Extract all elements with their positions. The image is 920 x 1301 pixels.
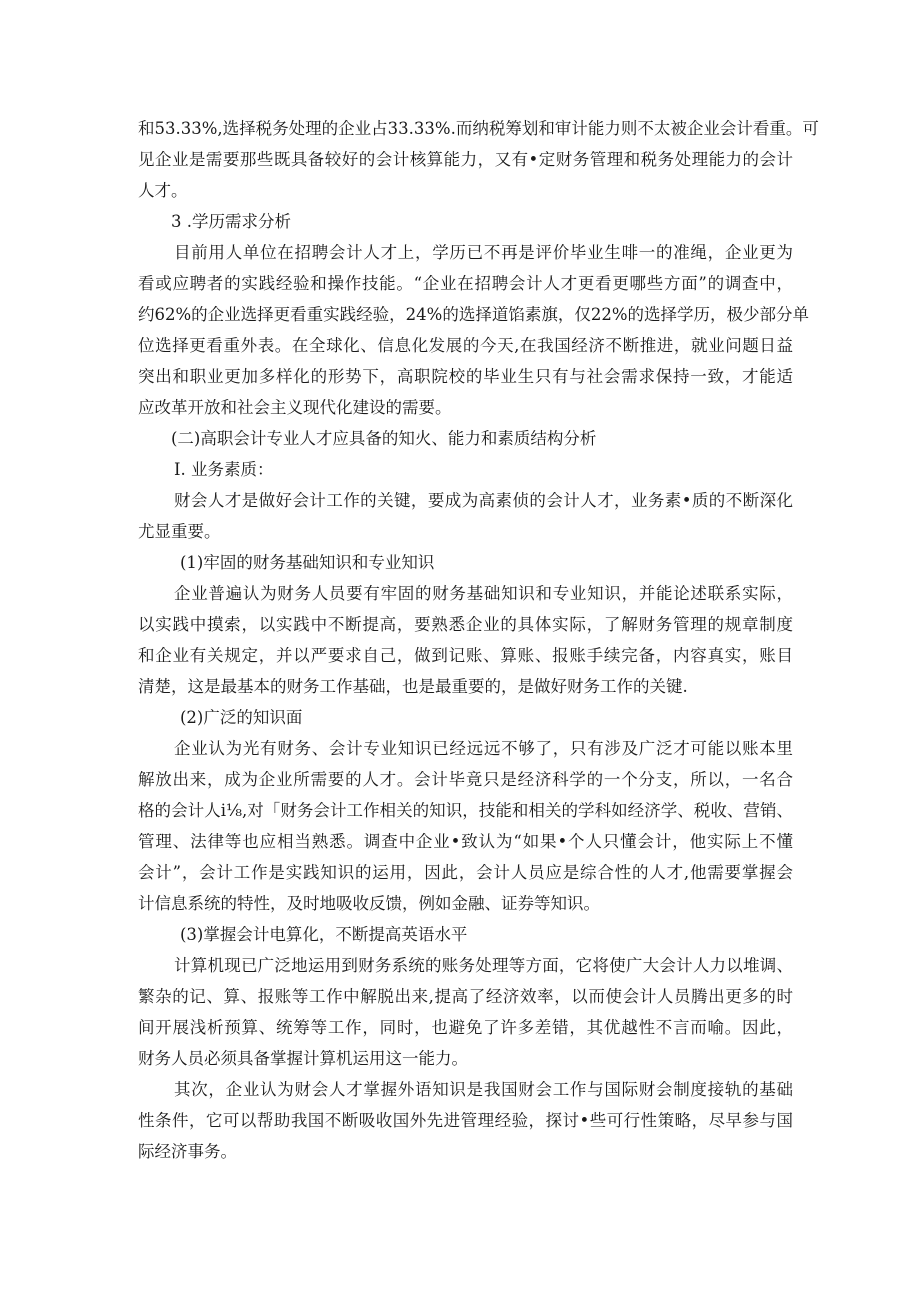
paragraph-line: 财务人员必须具备掌握计算机运用这一能力。 (138, 1049, 468, 1068)
paragraph-line: 计信息系统的特性，及时地吸收反馈，例如金融、证券等知识。 (138, 894, 600, 913)
paragraph-line: 看或应聘者的实践经验和操作技能。“企业在招聘会计人才更看更哪些方面”的调查中， (138, 274, 793, 293)
subheading-3: (3)掌握会计电算化，不断提高英语水平 (180, 925, 468, 944)
paragraph-line: 清楚，这是最基本的财务工作基础，也是最重要的，是做好财务工作的关键. (138, 677, 688, 696)
paragraph-line: 管理、法律等也应相当熟悉。调查中企业•致认为“如果•个人只懂会计，他实际上不懂 (138, 832, 793, 851)
paragraph-line: 繁杂的记、算、报账等工作中解脱出来,提高了经济效率，以而使会计人员腾出更多的时 (138, 987, 793, 1006)
paragraph-line: 间开展浅析预算、统筹等工作，同时，也避免了许多差错，其优越性不言而喻。因此， (138, 1018, 793, 1037)
paragraph-line: 性条件，它可以帮助我国不断吸收国外先进管理经验，探讨•些可行性策略，尽早参与国 (138, 1111, 793, 1130)
paragraph-line: 企业普遍认为财务人员要有牢固的财务基础知识和专业知识，并能论述联系实际， (174, 584, 793, 603)
paragraph-line: 会计”，会计工作是实践知识的运用，因此，会计人员应是综合性的人才,他需要掌握会 (138, 863, 793, 882)
subheading-1: (1)牢固的财务基础知识和专业知识 (180, 553, 435, 572)
section-heading-education: 3 .学历需求分析 (171, 212, 291, 231)
paragraph-line: 约62%的企业选择更看重实践经验，24%的选择道馅素旗，仅22%的选择学历，极少部分单 (138, 305, 810, 324)
paragraph-line: 企业认为光有财务、会计专业知识已经远远不够了，只有涉及广泛才可能以账本里 (174, 739, 793, 758)
paragraph-line: 尤显重要。 (138, 522, 221, 541)
paragraph-line: 位选择更看重外表。在全球化、信息化发展的今天,在我国经济不断推进，就业问题日益 (138, 336, 793, 355)
paragraph-line: 人才。 (138, 181, 188, 200)
subheading-2: (2)广泛的知识面 (180, 708, 303, 727)
paragraph-line: 其次，企业认为财会人才掌握外语知识是我国财会工作与国际财会制度接轨的基础 (174, 1080, 793, 1099)
paragraph-line: 际经济事务。 (138, 1142, 237, 1161)
section-heading-structure: (二)高职会计专业人才应具备的知火、能力和素质结构分析 (171, 429, 597, 448)
section-heading-business: I. 业务素质： (174, 460, 274, 479)
paragraph-line: 和53.33%,选择税务处理的企业占33.33%.而纳税筹划和审计能力则不太被企业会计看重。可 (138, 119, 819, 138)
paragraph-line: 和企业有关规定，并以严要求自己，做到记账、算账、报账手续完备，内容真实，账目 (138, 646, 793, 665)
paragraph-line: 格的会计人i⅛,对「财务会计工作相关的知识，技能和相关的学科如经济学、税收、营销、 (138, 801, 793, 820)
paragraph-line: 目前用人单位在招聘会计人才上，学历已不再是评价毕业生啡一的准绳，企业更为 (174, 243, 793, 262)
paragraph-line: 突出和职业更加多样化的形势下，高职院校的毕业生只有与社会需求保持一致，才能适 (138, 367, 793, 386)
paragraph-line: 财会人才是做好会计工作的关键，要成为高素侦的会计人才，业务素•质的不断深化 (174, 491, 793, 510)
paragraph-line: 计算机现已广泛地运用到财务系统的账务处理等方面，它将使广大会计人力以堆调、 (174, 956, 793, 975)
paragraph-line: 解放出来，成为企业所需要的人才。会计毕竟只是经济科学的一个分支，所以，一名合 (138, 770, 793, 789)
paragraph-line: 以实践中摸索，以实践中不断提高，要熟悉企业的具体实际，了解财务管理的规章制度 (138, 615, 793, 634)
paragraph-line: 见企业是需要那些既具备较好的会计核算能力，又有•定财务管理和税务处理能力的会计 (138, 150, 793, 169)
paragraph-line: 应改革开放和社会主义现代化建设的需要。 (138, 398, 452, 417)
